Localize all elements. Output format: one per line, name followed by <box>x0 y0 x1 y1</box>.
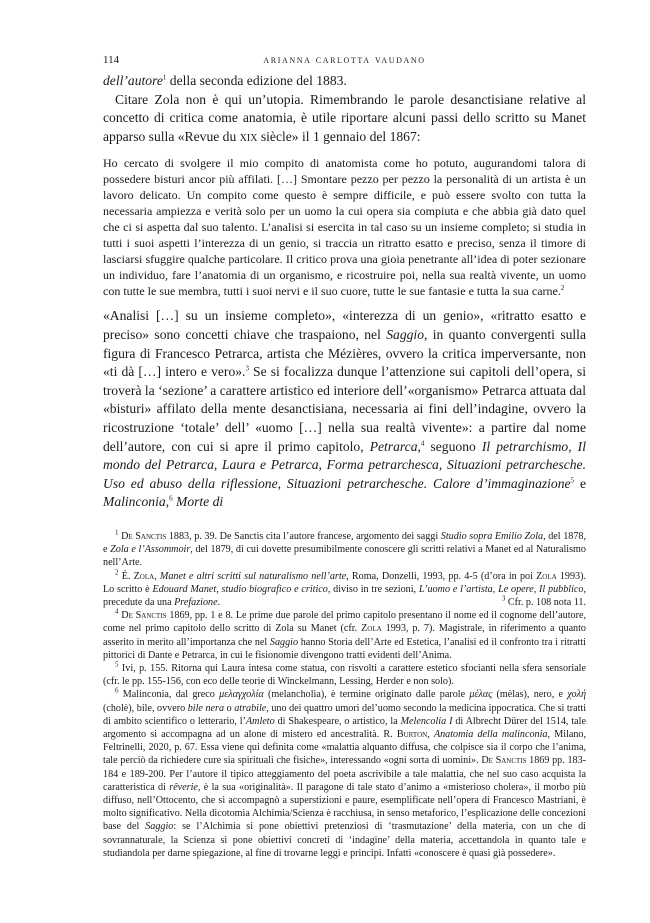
text-run: (mèlas), nero, e <box>492 689 568 701</box>
italic-text: Morte di <box>172 494 224 510</box>
page-number: 114 <box>103 54 120 66</box>
text-run: (melancholia), è termine originato dalle parole <box>263 689 470 701</box>
italic-text: Studio sopra Emilio Zola <box>440 530 544 542</box>
text-run: , è la sua «originalità». Il paragone di tale stato d’animo a «misterioso cholera», il morbo più diffuso, nell’Ottocento, che si accompagnò a superstizioni e paure, esemplificate nell’opera di Francesco Mastriani, è molto significativo. Nella dicotomia Alchimia/Scienza è racchiusa, in senso metaforico, l’esplicazione delle concezioni base del <box>103 781 586 833</box>
text-run: siècle» il 1 gennaio del 1867: <box>257 128 421 144</box>
italic-text: Edouard Manet, studio biografico e critico <box>152 583 328 595</box>
footnote-number: 2 <box>115 568 119 577</box>
text-run: : se l’Alchimia si pone obiettivi pretenziosi di ‘trasmutazione’ della materia, con un che di sovrannaturale, la Scienza si pone obiettivi concreti di ‘indagine’ della materia, accettandola in quanto tale e studiandola per darne spiegazione, al fine di trovarne leggi e principi. Infatti «conoscere è quasi già possedere». <box>103 821 586 859</box>
text-run: della seconda edizione del 1883. <box>166 73 347 88</box>
small-caps-text: De Sanctis <box>121 530 167 542</box>
page-header <box>103 54 586 72</box>
italic-text: Saggio <box>386 326 424 342</box>
text-run: 1993). Lo scritto è <box>103 570 587 595</box>
italic-text: Malinconia <box>103 494 166 510</box>
italic-text: Prefazione <box>174 596 218 608</box>
footnote-4 <box>103 609 586 662</box>
italic-text: Saggio <box>269 636 299 648</box>
italic-text: atrabile <box>234 702 267 714</box>
text-run: , Roma, Donzelli, 1993, pp. 4-5 (d’ora in poi <box>346 570 537 582</box>
text-run: hanno Storia dell’Arte ed Estetica, l’analisi ed il confronto tra i ritratti pittorici di Dante e Petrarca, in cui le fisionomie divengono tratti evidenti dell’Anima. <box>103 636 586 661</box>
footnote-ref[interactable]: 4 <box>420 439 425 447</box>
text-run: , del 1878, e <box>103 530 587 556</box>
italic-text: Petrarca <box>369 438 418 454</box>
small-caps-text: De Sanctis <box>121 610 167 622</box>
footnote-1 <box>103 530 586 570</box>
text-run: , diviso in tre sezioni, <box>327 583 419 595</box>
small-caps-text: Burton <box>396 728 428 740</box>
footnote-ref[interactable]: 6 <box>169 494 173 503</box>
text-run: 1869, pp. 1 e 8. Le prime due parole del primo capitolo presentano il nome ed il cognome dell’autore, come nel primo capitolo dello scritto di Zola su Manet (cfr. <box>103 610 586 635</box>
text-run: Malinconia, dal greco <box>122 689 220 701</box>
text-run: , precedute da una <box>103 583 586 608</box>
footnote-number: 3 <box>501 594 506 603</box>
text-run: . <box>217 596 221 608</box>
greek-word: μελαγχολία <box>219 689 264 701</box>
text-run: Se si focalizza dunque l’attenzione sui capitoli dell’opera, si troverà la ‘sezione’ a carattere artistico ed interiore dell’«organismo» Petrarca attuata dal «bisturi» affilato della mente desanctisiana, necessaria ai fini dell’indagine, ovvero la ricostruzione ‘totale’ dell’ «uomo […] nella sua realtà vivente»: a partire dal nome dell’autore, con cui si apre il primo capitolo, <box>103 364 586 454</box>
paragraph-1 <box>103 72 586 91</box>
small-caps-text: Zola <box>361 623 382 635</box>
small-caps-text: De Sanctis <box>481 755 527 767</box>
text-run: 1869 pp. 183-184 e 189-200. Per l’autore il tipico atteggiamento del poeta ascrivibile a tale malattia, che nel suo caso acquista la caratteristica di <box>103 755 587 793</box>
greek-word: μέλας <box>469 689 493 701</box>
greek-word: χολή <box>567 689 587 701</box>
italic-text: rêverie <box>169 781 198 793</box>
italic-text: Zola e l’Assommoir <box>110 544 191 556</box>
small-caps-text: xix <box>239 128 258 144</box>
text-run: seguono <box>424 438 482 454</box>
text-run: di Albrecht Dürer del 1514, tale argomento si accompagna ad un alone di mistero ed ancestralità. R. <box>103 715 586 740</box>
footnote-ref[interactable]: 5 <box>570 476 575 485</box>
italic-text: bile nera <box>187 702 225 714</box>
italic-text: Amleto <box>246 715 275 727</box>
text-run: , uno dei quattro umori del’uomo secondo la medicina ippocratica. Che si tratti di ambito scientifico o letterario, l’ <box>103 702 587 727</box>
text-run: 1993, p. 7). Magistrale, in riferimento a quanto asserito in merito all’importanza che nel <box>103 623 586 648</box>
footnote-3 <box>490 596 586 609</box>
italic-text: Il petrarchismo, Il mondo del Petrarca, Laura e Petrarca, Forma petrarchesca, Situazioni petrarchesche. Uso ed abuso della riflessione, Situazioni petrarchesche. Calore d’immaginazione <box>103 438 586 491</box>
running-title: arianna carlotta vaudano <box>263 54 426 66</box>
text-run: Cfr. p. 108 nota 11. <box>507 596 586 608</box>
text-run: , del 1879, di cui dovette presumibilmente conoscere gli scritti relativi a Manet ed al Naturalismo nell’Arte. <box>103 544 586 569</box>
footnote-ref[interactable]: 2 <box>560 284 565 293</box>
small-caps-text: Zola <box>536 570 557 582</box>
footnote-5 <box>103 662 586 688</box>
text-run: , Milano, Feltrinelli, 2020, p. 67. Essa viene qui definita come «malattia alquanto diffusa, che colpisce sia il corpo che l’anima, tale perciò da richiedere cure sia spirituali che fisiche», interessando «ogni sorta di uomini». <box>103 728 586 767</box>
book-page <box>103 54 586 860</box>
text-run: Citare Zola non è qui un’utopia. Rimembrando le parole desanctisiane relative al concetto di critica come anatomia, è utile riportare alcuni passi dello scritto su Manet apparso sulla «Revue du <box>103 91 586 144</box>
text-run: 1883, p. 39. De Sanctis cita l’autore francese, argomento dei saggi <box>166 530 441 542</box>
text-run: , in quanto convergenti sulla figura di Francesco Petrarca, artista che Mézières, ovvero la critica imperversante, non «ti dà […] intero e vero». <box>103 326 586 380</box>
italic-text: Anatomia della malinconia <box>433 728 548 740</box>
footnote-ref[interactable]: 1 <box>162 73 167 82</box>
small-caps-text: É. Zola <box>121 570 155 582</box>
italic-text: dell’autore <box>103 73 163 88</box>
main-text <box>103 72 586 512</box>
block-quote <box>103 155 586 299</box>
text-run: di Shakespeare, o artistico, la <box>274 715 401 727</box>
footnote-6 <box>103 688 586 860</box>
footnote-2 <box>103 570 586 610</box>
text-run: , <box>154 570 160 582</box>
text-run: , <box>165 494 170 510</box>
italic-text: Manet e altri scritti sul naturalismo nell’arte <box>159 570 347 582</box>
paragraph-2 <box>103 91 586 147</box>
text-run: e <box>574 475 586 491</box>
footnote-number: 5 <box>115 660 119 669</box>
paragraph-3 <box>103 307 586 512</box>
footnote-number: 4 <box>115 607 119 616</box>
text-run: Ivi, p. 155. Ritorna qui Laura intesa come statua, con risvolti a carattere estetico sfocianti nella sfera sensoriale (cfr. le pp. 155-156, con eco delle teorie di Winckelmann, Lessing, Herder e non solo). <box>103 662 586 688</box>
italic-text: Melencolia I <box>400 715 453 727</box>
footnotes <box>103 530 586 860</box>
text-run: «Analisi […] su un insieme completo», «interezza di un genio», «ritratto esatto e preciso» sono concetti chiave che traspaiono, nel <box>103 308 586 342</box>
text-run: , <box>417 438 421 454</box>
text-run: (cholè), bile, ovvero <box>103 702 188 714</box>
text-run: o <box>224 702 235 714</box>
footnote-number: 6 <box>115 686 119 695</box>
quote-text: Ho cercato di svolgere il mio compito di anatomista come ho potuto, augurandomi talora di possedere bisturi ancor più affilati. […] Smontare pezzo per pezzo la personalità di un artista è un lavoro delicato. Un compito come questo è sempre difficile, e può essere svolto con tutta la necessaria ampiezza e verità solo per un uomo la cui opera sia compiuta e che abbia già dato quel che ci si aspetta dal suo talento. L’analisi si esercita in tal caso su un insieme completo; si studia in tutti i suoi aspetti l’interezza di un genio, si traccia un ritratto esatto e preciso, senza il timore di lasciarsi sfuggire qualche particolare. Il critico prova una gioia penetrante all’idea di poter sezionare un individuo, fare l’anatomia di un organismo, e ricostruire poi, nella sua realtà vivente, un uomo con tutte le sue membra, tutti i suoi nervi e il suo cuore, tutte le sue fantasie e tutta la sua carne. <box>103 156 586 299</box>
italic-text: Saggio <box>145 821 174 833</box>
text-run: , <box>427 728 434 740</box>
italic-text: L’uomo e l’artista, Le opere, Il pubblico <box>418 583 584 595</box>
footnote-number: 1 <box>115 528 119 537</box>
footnote-ref[interactable]: 3 <box>245 364 249 373</box>
